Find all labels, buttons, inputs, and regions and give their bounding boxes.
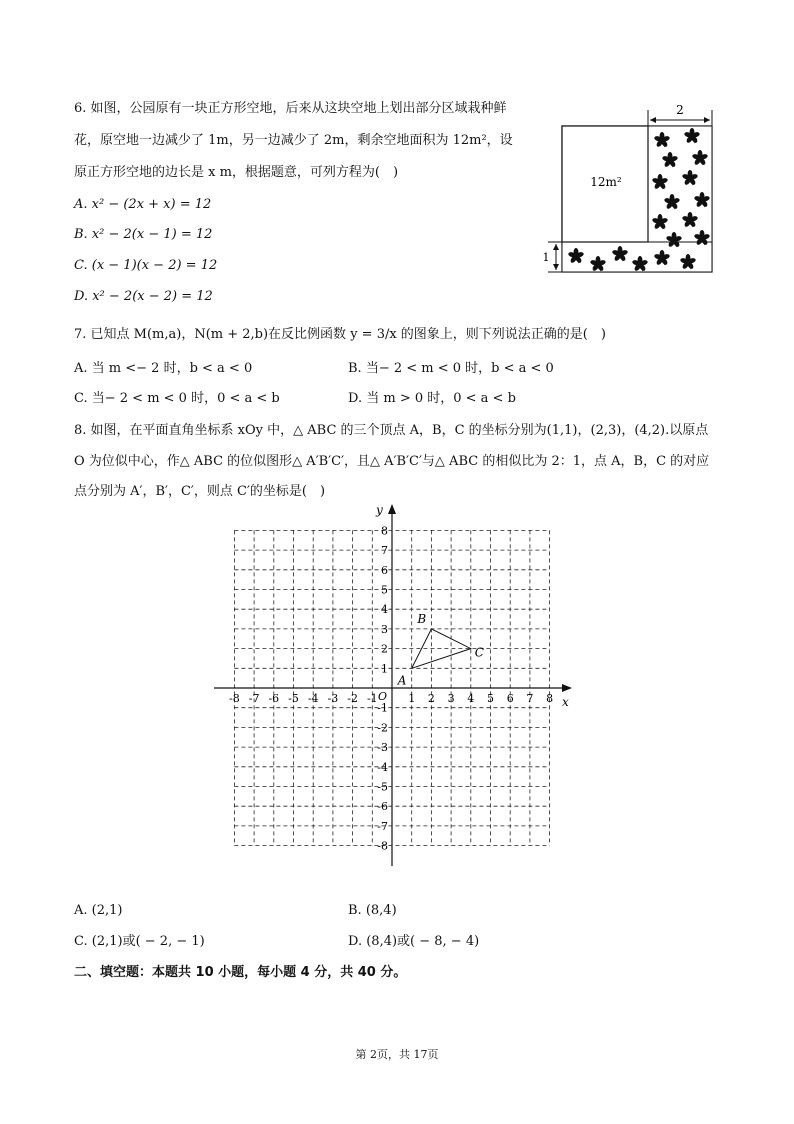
x-tick-label: 6 xyxy=(506,692,514,705)
origin-label: O xyxy=(378,690,388,703)
x-axis-arrow xyxy=(562,684,572,692)
y-tick-label: -4 xyxy=(377,760,388,774)
y-tick-label: -7 xyxy=(377,819,388,833)
q8-stem-line2: O 为位似中心，作△ ABC 的位似图形△ A′B′C′，且△ A′B′C′与△ ABC 的相似比为 2：1，点 A，B，C 的对应 xyxy=(74,454,710,469)
x-tick-label: 2 xyxy=(427,692,435,705)
q8-option-b[interactable]: B. (8,4) xyxy=(348,903,397,918)
y-axis-arrow xyxy=(388,504,396,514)
x-tick-label: 1 xyxy=(408,692,416,705)
section-2-heading: 二、填空题：本题共 10 小题，每小题 4 分，共 40 分。 xyxy=(74,965,407,980)
y-tick-label: 2 xyxy=(381,642,388,656)
q6-stem-line3: 原正方形空地的边长是 x m，根据题意，可列方程为( ) xyxy=(74,165,399,180)
dim-left-arrow-up xyxy=(553,244,559,250)
x-tick-label: -1 xyxy=(366,692,378,705)
q6-stem-line1: 6. 如图，公园原有一块正方形空地，后来从这块空地上划出部分区域栽种鲜 xyxy=(74,101,507,116)
x-tick-label: -5 xyxy=(288,692,299,705)
y-tick-label: 7 xyxy=(381,544,388,558)
q6-option-c[interactable]: C. (x − 1)(x − 2) = 12 xyxy=(74,258,218,273)
axes xyxy=(214,503,572,866)
x-tick-label: 8 xyxy=(546,692,554,705)
x-tick-label: 5 xyxy=(487,692,494,705)
y-tick-label: 3 xyxy=(381,622,388,636)
q8-option-a[interactable]: A. (2,1) xyxy=(74,903,123,918)
dim-top-arrow-left xyxy=(650,117,656,123)
x-tick-label: -2 xyxy=(347,692,358,705)
q8-option-c[interactable]: C. (2,1)或( − 2, − 1) xyxy=(74,934,205,949)
width-label: 2 xyxy=(676,103,684,117)
x-tick-label: 7 xyxy=(526,692,534,705)
y-tick-label: 4 xyxy=(381,603,388,617)
q6-option-a[interactable]: A. x² − (2x + x) = 12 xyxy=(74,197,212,212)
y-tick-label: -2 xyxy=(377,721,388,735)
x-tick-label: -8 xyxy=(229,692,240,705)
dim-left-arrow-down xyxy=(553,264,559,270)
q6-option-b[interactable]: B. x² − 2(x − 1) = 12 xyxy=(74,227,213,242)
point-label-c: C xyxy=(474,645,484,660)
dim-top-arrow-right xyxy=(704,117,710,123)
q7-option-a[interactable]: A. 当 m <− 2 时，b < a < 0 xyxy=(74,361,253,376)
y-tick-label: 1 xyxy=(381,662,388,676)
height-label: 1 xyxy=(542,251,550,264)
q7-option-d[interactable]: D. 当 m > 0 时，0 < a < b xyxy=(348,391,516,406)
y-tick-label: -3 xyxy=(377,741,388,755)
q8-stem-line3: 点分别为 A′，B′，C′，则点 C′的坐标是( ) xyxy=(74,484,326,499)
q6-option-d[interactable]: D. x² − 2(x − 2) = 12 xyxy=(74,289,213,304)
point-label-a: A xyxy=(397,673,407,688)
y-tick-label: 6 xyxy=(381,563,388,577)
q8-stem-line1: 8. 如图，在平面直角坐标系 xOy 中，△ ABC 的三个顶点 A，B，C 的坐标分别为(1,1)，(2,3)，(4,2).以原点 xyxy=(74,423,709,438)
x-tick-label: 3 xyxy=(447,692,455,705)
page-footer: 第 2页，共 17页 xyxy=(355,1048,439,1061)
x-tick-label: -3 xyxy=(327,692,339,705)
y-tick-label: -1 xyxy=(377,701,388,715)
y-tick-label: 5 xyxy=(381,583,388,597)
y-axis-label: y xyxy=(376,503,383,517)
area-label: 12m² xyxy=(590,175,622,189)
y-tick-label: -5 xyxy=(377,780,388,794)
x-tick-label: -4 xyxy=(307,692,319,705)
q8-coordinate-graph xyxy=(200,500,590,872)
y-tick-label: -6 xyxy=(377,800,388,814)
x-tick-label: -6 xyxy=(268,692,280,705)
q6-figure xyxy=(540,98,720,280)
y-tick-label: 8 xyxy=(381,524,388,538)
q7-option-b[interactable]: B. 当− 2 < m < 0 时，b < a < 0 xyxy=(348,361,554,376)
x-axis-label: x xyxy=(562,695,569,709)
q8-option-d[interactable]: D. (8,4)或( − 8, − 4) xyxy=(348,934,480,949)
q7-stem: 7. 已知点 M(m,a)，N(m + 2,b)在反比例函数 y = 3/x 的图象上，则下列说法正确的是( ) xyxy=(74,327,606,342)
q7-option-c[interactable]: C. 当− 2 < m < 0 时，0 < a < b xyxy=(74,391,280,406)
x-tick-label: -7 xyxy=(248,692,260,705)
point-label-b: B xyxy=(417,611,427,626)
x-tick-label: 4 xyxy=(467,692,475,705)
y-tick-label: -8 xyxy=(377,839,388,853)
q6-stem-line2: 花，原空地一边减少了 1m，另一边减少了 2m，剩余空地面积为 12m²，设 xyxy=(74,133,513,148)
